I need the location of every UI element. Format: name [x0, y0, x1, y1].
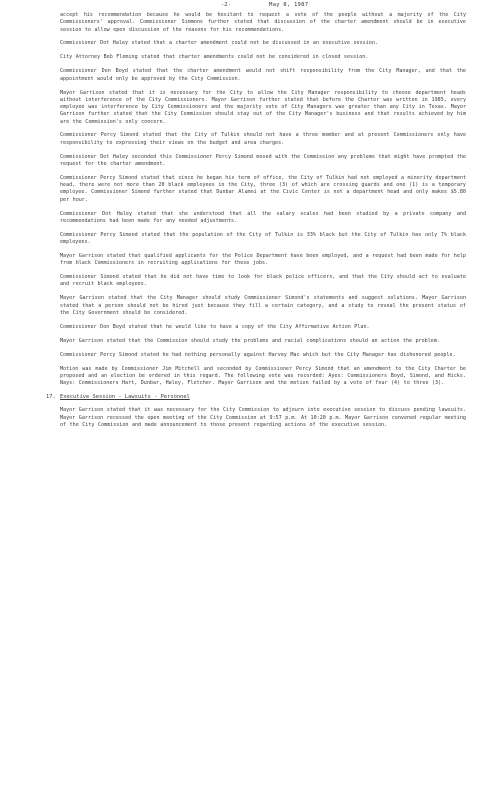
- section-number: 17.: [46, 393, 56, 400]
- closing-paragraph: Mayor Garrison stated that it was necessary for the City Commission to adjourn into executive session to discuss pending lawsuits. Mayor Garrison recessed the open meeting of the City Commission at 9:57 p.m. At 10:20 p.m. Mayor Garrison convened regular meeting of the City Commission and made announcement to those present regarding actions of the executive session.: [60, 407, 466, 428]
- paragraph: Commissioner Percy Simond stated that the City of Tulkin should not have a three member and at present Commissioners only have responsibility to expressing their views on the budget and area charges.: [60, 132, 466, 146]
- paragraph: Mayor Garrison stated that the City Manager should study Commissioner Simond's statements and suggest solutions. Mayor Garrison stated that a person should not be hired just because they fill a certain category, and a study to reveal the present status of the City Government should be considered.: [60, 295, 466, 316]
- paragraph: Commissioner Percy Simond stated that since he began his term of office, the City of Tulkin had not employed a minority department head, there were not more than 20 black employees in the City, three (3) of which are crossing guards and one (1) is a temporary employee. Commissioner Simond further stated that Dunbar Alumni at the Civic Center is not a department head and only makes $5.80 per hour.: [60, 174, 467, 203]
- document-body: [46, 12, 467, 436]
- paragraph: Commissioner Simond stated that he did not have time to look for black police officers, and that the City should act to evaluate and recruit black employees.: [60, 274, 466, 288]
- paragraph: Commissioner Dot Haley stated that a charter amendment could not be discussed in an executive session.: [60, 40, 378, 47]
- section-heading: [46, 393, 466, 401]
- paragraph: Commissioner Don Boyd stated that he would like to have a copy of the City Affirmative Action Plan.: [60, 323, 370, 330]
- paragraph: Commissioner Dot Haley stated that she understood that all the salary scales had been studied by a private company and recommendations had been made for any needed adjustments.: [60, 210, 466, 224]
- paragraph: accept his recommendation because he would be hesitant to request a vote of the people without a majority of the City Commissioners' approval. Commissioner Simmons further stated that discussion of the charter amendment should be in executive session to allow open discussion of the reasons for his recommendations.: [60, 12, 466, 33]
- paragraph: Mayor Garrison stated that the Commission should study the problems and racial complications should an action the problem.: [60, 337, 440, 344]
- paragraph: Commissioner Percy Simond stated that the population of the City of Tulkin is 33% black but the City of Tulkin has only 7% black employees.: [60, 231, 466, 245]
- paragraph: Commissioner Don Boyd stated that the charter amendment would not shift responsibility from the City Manager, and that the appointment would only be approved by the City Commission.: [60, 68, 466, 82]
- paragraph: Commissioner Dot Haley seconded this Commissioner Percy Simond moved with the Commission any problems that might have prompted the request for the charter amendment.: [60, 153, 466, 167]
- page-number: -2-: [220, 2, 232, 8]
- page-header: [0, 2, 489, 8]
- paragraph: Mayor Garrison stated that it is necessary for the City to allow the City Manager responsibility to choose department heads without interference of the City Commissioners. Mayor Garrison further stated that before the Charter was written in 1985, every employee was interference by City Commissioners and the majority vote of City Managers was greater than any City in Texas. Mayor Garrison further stated that the City Commission should stay out of the City Manager's business and that results achieved by him are the Commission's only concern.: [60, 89, 466, 125]
- paragraph: City Attorney Bob Fleming stated that charter amendments could not be considered in closed session.: [60, 54, 369, 61]
- paragraph: Commissioner Percy Simond stated he had nothing personally against Harvey Mac which but the City Manager has dishonored people.: [60, 351, 456, 358]
- paragraph: Motion was made by Commissioner Jim Mitchell and seconded by Commissioner Percy Simond that an amendment to the City Charter be proposed and an election be ordered in this regard. The following vote was recorded: Ayes: Commissioners Boyd, Simond, and Hicks. Nays: Commissioners Hart, Dunbar, Haley, Fletcher. Mayor Garrison and the motion failed by a vote of four (4) to three (3).: [60, 365, 466, 386]
- paragraph: Mayor Garrison stated that qualified applicants for the Police Department have been employed, and a request had been made for help from black Commissioners in recruiting applications for these jobs.: [60, 252, 466, 267]
- section-title: Executive Session - Lawsuits - Personnel: [60, 393, 190, 400]
- page-date: May 8, 1987: [269, 2, 309, 8]
